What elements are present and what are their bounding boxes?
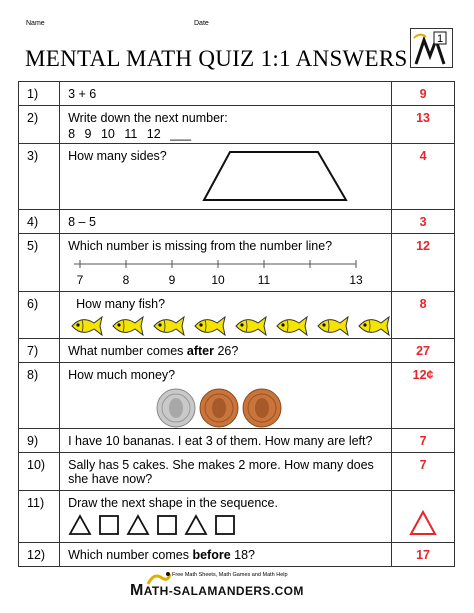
square-shape [98,514,120,536]
footer-site-text: ATH-SALAMANDERS.COM [143,584,304,598]
fish-row [68,314,391,338]
question-text: Write down the next number: [68,111,228,125]
page-title: MENTAL MATH QUIZ 1:1 ANSWERS [25,46,408,71]
tick-label: 10 [211,273,225,287]
dime-icon [156,388,196,428]
answer: 4 [392,144,455,210]
trapezoid-shape [200,150,350,202]
question-text: How many sides? [68,149,167,163]
question-number: 4) [19,210,60,234]
penny-icon [199,388,239,428]
question-number: 1) [19,82,60,106]
tick-label: 11 [257,273,271,287]
logo-digit: 1 [436,33,444,45]
answer: 13 [392,106,455,144]
number-line [60,256,363,288]
fish-icon [273,314,309,338]
square-shape [156,514,178,536]
quiz-row-2 [19,106,455,144]
question-text: 26? [214,344,239,358]
question-number: 11) [19,491,60,543]
fish-icon [68,314,104,338]
answer: 3 [392,210,455,234]
question-text: Draw the next shape in the sequence. [68,496,278,510]
quiz-row-5 [19,234,455,292]
question-number: 5) [19,234,60,292]
triangle-shape [184,514,208,536]
answer: 7 [392,429,455,453]
question-number: 7) [19,339,60,363]
tick-label: 9 [168,273,176,287]
quiz-row-11 [19,491,455,543]
square-shape [214,514,236,536]
answer-triangle-shape [409,510,437,536]
fish-icon [150,314,186,338]
question-number: 2) [19,106,60,144]
quiz-row-3 [19,144,455,210]
question-text: Which number is missing from the number line? [68,239,333,253]
tick-label: 13 [349,273,363,287]
salamander-logo [410,28,453,68]
question-number: 6) [19,292,60,339]
answer: 27 [392,339,455,363]
fish-icon [232,314,268,338]
quiz-row-1 [19,82,455,106]
answer: 9 [392,82,455,106]
answer: 17 [392,543,455,567]
tick-label: 7 [76,273,84,287]
coins [156,388,391,428]
triangle-shape [126,514,150,536]
answer: 8 [392,292,455,339]
question-number: 9) [19,429,60,453]
question-number: 3) [19,144,60,210]
tick-label: 8 [122,273,130,287]
quiz-row-12 [19,543,455,567]
question-text: 3 + 6 [60,82,392,106]
question-number: 8) [19,363,60,429]
question-text: How many fish? [76,297,166,311]
triangle-shape [68,514,92,536]
question-number: 12) [19,543,60,567]
question-text: What number comes [68,344,187,358]
question-emphasis: before [192,548,231,562]
footer-site: MATH-SALAMANDERS.COM [130,582,304,599]
question-number: 10) [19,453,60,491]
fish-icon [355,314,391,338]
answer: 12¢ [392,363,455,429]
fish-icon [314,314,350,338]
question-text: she have now? [68,472,153,486]
fish-icon [191,314,227,338]
fish-icon [109,314,145,338]
question-emphasis: after [186,344,214,358]
answer: 12 [392,234,455,292]
date-label: Date [194,20,209,27]
quiz-row-7 [19,339,455,363]
quiz-row-6 [19,292,455,339]
number-sequence: 8 9 10 11 12 ___ [68,127,192,141]
quiz-row-4 [19,210,455,234]
shape-sequence [68,514,391,536]
quiz-table [18,81,455,567]
name-label: Name [26,20,45,27]
footer-tagline: Free Math Sheets, Math Games and Math Help [172,572,288,578]
question-text: How much money? [68,368,176,382]
quiz-row-9 [19,429,455,453]
answer: 7 [392,453,455,491]
penny-icon [242,388,282,428]
question-text: 8 – 5 [60,210,392,234]
question-text: Which number comes [68,548,193,562]
quiz-row-10 [19,453,455,491]
question-text: 18? [230,548,256,562]
quiz-row-8 [19,363,455,429]
question-text: Sally has 5 cakes. She makes 2 more. How many does [68,458,374,472]
question-text: I have 10 bananas. I eat 3 of them. How many are left? [60,429,392,453]
